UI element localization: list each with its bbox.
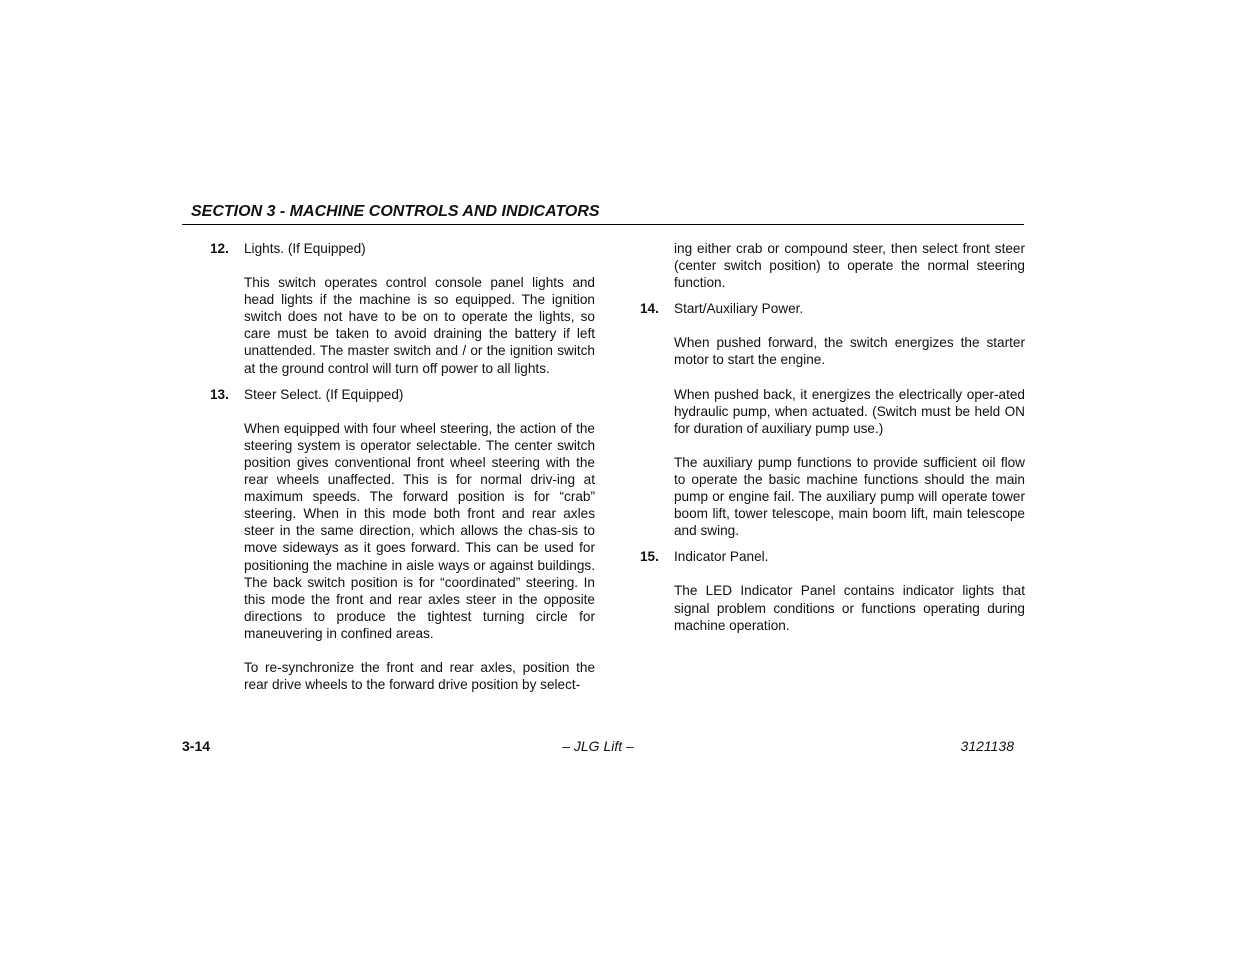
item-paragraph: When equipped with four wheel steering, the action of the steering system is operator selectable. The center switch position gives conventional front wheel steering with the rear wheels unaffected. This is for normal driv-ing at maximum speeds. The forward position is for “crab” steering. When in this mode both front and rear axles steer in the same direction, which allows the chas-sis to move sideways as it goes forward. This can be used for positioning the machine in aisle ways or against buildings. The back switch position is for “coordinated” steering. In this mode the front and rear axles steer in the opposite directions to produce the tightest turning circle for maneuvering in confined areas. <box>244 420 595 641</box>
list-item-indicator-panel <box>640 548 1025 633</box>
page-number: 3-14 <box>182 738 211 754</box>
item-title: Start/Auxiliary Power. <box>674 301 804 317</box>
item-paragraph: This switch operates control console panel lights and head lights if the machine is so equipped. The ignition switch does not have to be on to operate the lights, so care must be taken to avoid draining the battery if left unattended. The master switch and / or the ignition switch at the ground control will turn off power to all lights. <box>244 275 595 376</box>
continued-paragraph: ing either crab or compound steer, then select front steer (center switch position) to operate the normal steering function. <box>674 241 1025 291</box>
list-item-lights <box>210 240 595 377</box>
right-column <box>640 240 1025 643</box>
left-column <box>210 240 595 702</box>
document-number: 3121138 <box>960 738 1014 754</box>
item-paragraph: When pushed back, it energizes the electrically oper-ated hydraulic pump, when actuated. (Switch must be held ON for duration of auxiliary pump use.) <box>674 386 1025 436</box>
item-title: Indicator Panel. <box>674 549 769 565</box>
item-number: 13. <box>210 386 229 402</box>
section-title: SECTION 3 - MACHINE CONTROLS AND INDICATORS <box>191 203 600 220</box>
item-paragraph: The auxiliary pump functions to provide sufficient oil flow to operate the basic machine functions should the main pump or engine fail. The auxiliary pump will operate tower boom lift, tower telescope, main boom lift, main telescope and swing. <box>674 454 1025 539</box>
section-header <box>182 202 1024 225</box>
item-paragraph: To re-synchronize the front and rear axles, position the rear drive wheels to the forward drive position by select- <box>244 659 595 693</box>
page-footer <box>182 738 1014 758</box>
item-number: 15. <box>640 549 659 565</box>
item-paragraph: When pushed forward, the switch energizes the starter motor to start the engine. <box>674 335 1025 368</box>
item-number: 14. <box>640 301 659 317</box>
list-item-start-auxiliary-power <box>640 300 1025 539</box>
footer-publisher: – JLG Lift – <box>562 738 634 754</box>
item-paragraph: The LED Indicator Panel contains indicator lights that signal problem conditions or functions operating during machine operation. <box>674 583 1025 633</box>
item-number: 12. <box>210 241 229 256</box>
item-title: Lights. (If Equipped) <box>244 241 366 256</box>
item-title: Steer Select. (If Equipped) <box>244 386 404 402</box>
list-item-steer-select <box>210 386 595 694</box>
